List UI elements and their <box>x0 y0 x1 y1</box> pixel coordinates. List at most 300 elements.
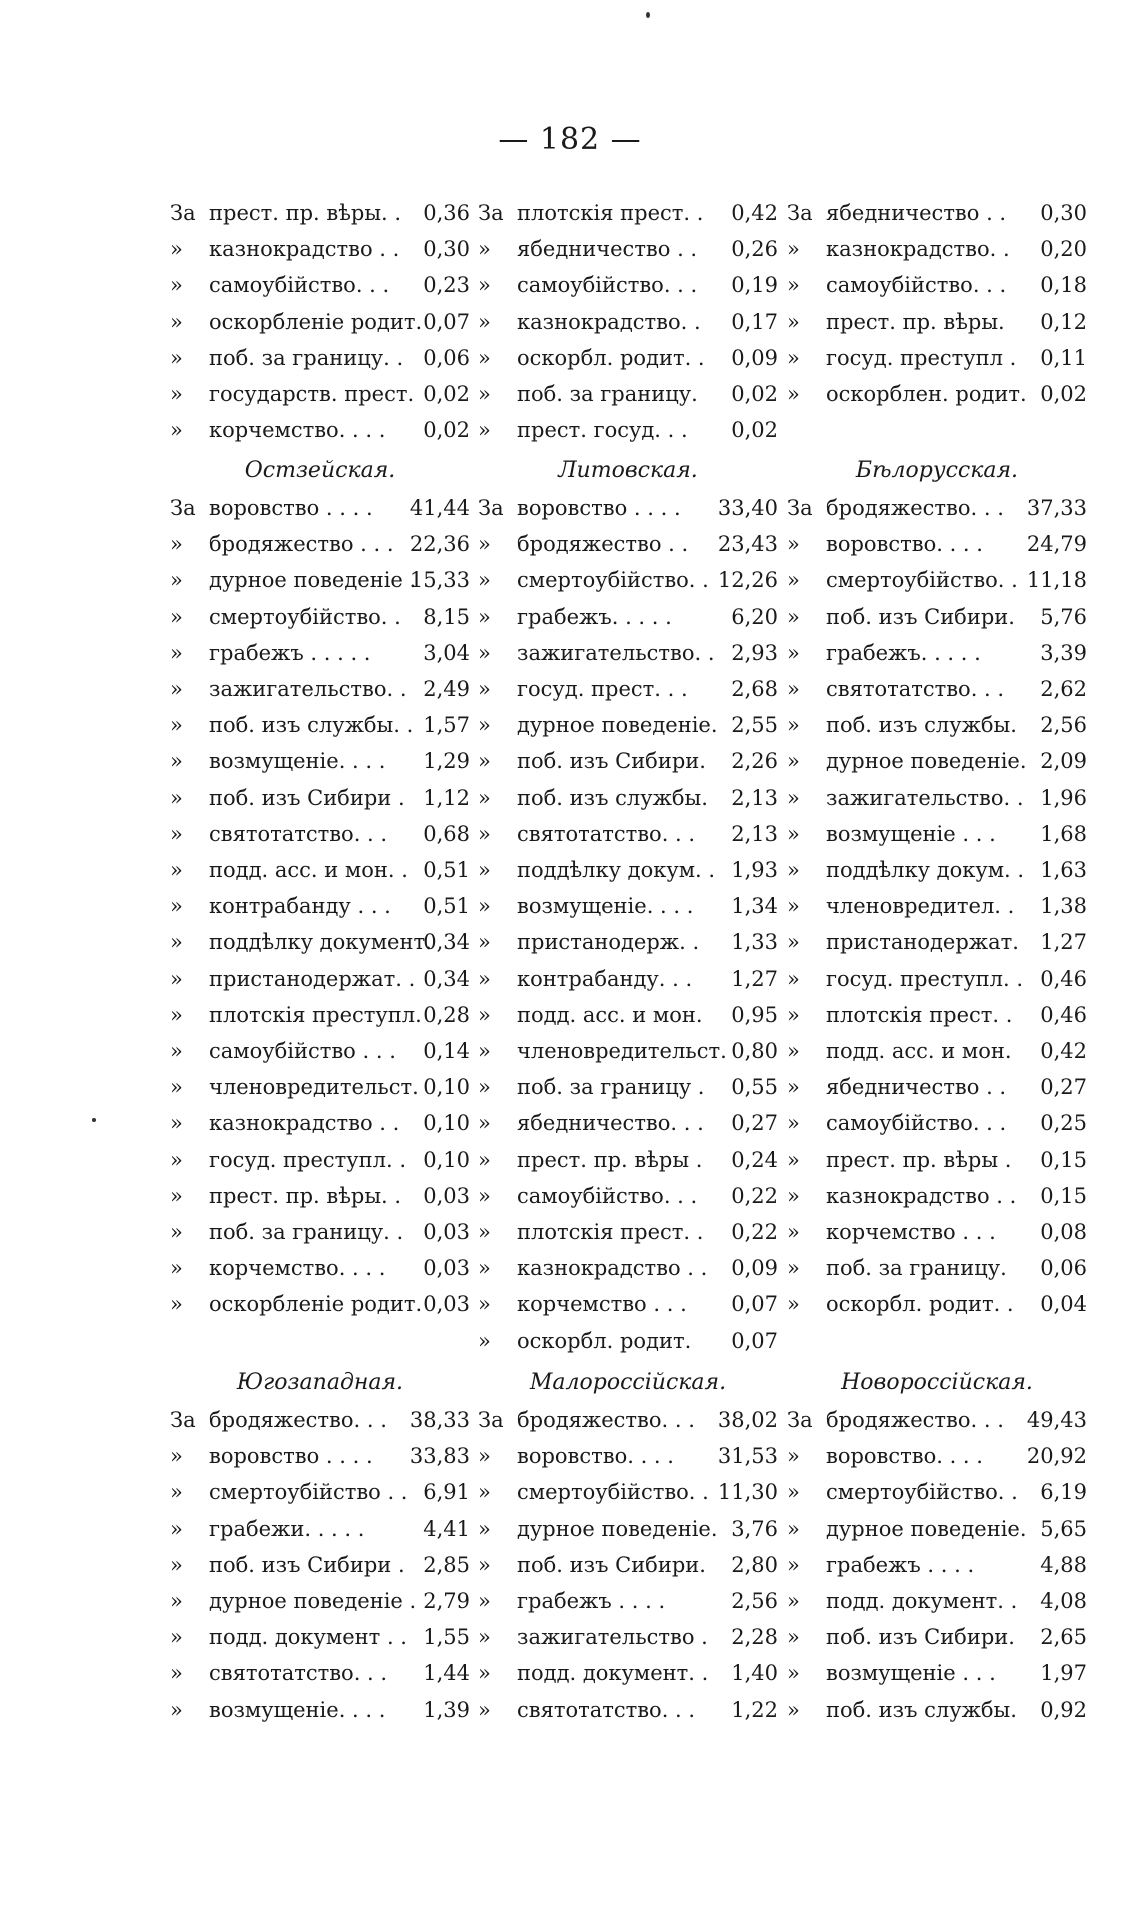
offense-label <box>787 1622 1015 1652</box>
offense-label <box>170 1514 364 1544</box>
percentage-value: 0,27 <box>731 1111 778 1136</box>
offense-label <box>170 1477 408 1507</box>
table-row <box>787 198 1087 228</box>
percentage-value: 1,27 <box>731 966 778 991</box>
offense-name: зажигательство. . <box>826 785 1024 810</box>
offense-name: казнокрадство . . <box>826 1183 1017 1208</box>
table-row <box>478 638 778 668</box>
table-row <box>787 234 1087 264</box>
row-prefix: » <box>170 713 183 738</box>
row-prefix: » <box>478 1589 491 1613</box>
offense-name: поб. за границу. <box>826 1256 1007 1281</box>
offense-label <box>478 1072 704 1102</box>
percentage-value: 24,79 <box>1026 532 1087 557</box>
row-prefix: » <box>478 1075 491 1100</box>
row-prefix: » <box>170 1444 183 1469</box>
offense-name: подд. документ. . <box>517 1661 709 1686</box>
percentage-value: 0,23 <box>423 273 470 298</box>
offense-name: смертоубійство. . <box>826 1480 1018 1505</box>
percentage-value: 1,38 <box>1040 894 1087 919</box>
percentage-value: 0,22 <box>731 1183 778 1208</box>
table-row <box>787 746 1087 776</box>
offense-label <box>170 891 391 921</box>
offense-label <box>478 1477 709 1507</box>
offense-name: членовредител. . <box>826 894 1015 919</box>
offense-label <box>787 819 996 849</box>
percentage-value: 0,34 <box>423 930 470 955</box>
row-prefix: » <box>170 1661 183 1686</box>
percentage-value: 0,28 <box>423 1002 470 1027</box>
row-prefix: » <box>787 382 800 406</box>
percentage-value: 2,56 <box>731 1589 778 1613</box>
offense-label <box>478 1658 708 1688</box>
offense-name: возмущеніе. . . . <box>517 894 694 919</box>
percentage-value: 1,34 <box>731 894 778 919</box>
row-prefix: » <box>478 568 491 593</box>
offense-name: святотатство. . . <box>209 1661 388 1686</box>
table-row <box>170 638 470 668</box>
offense-label <box>170 565 416 595</box>
table-row <box>787 1441 1087 1471</box>
table-row <box>787 710 1087 740</box>
table-row <box>787 529 1087 559</box>
table-row <box>787 1036 1087 1066</box>
percentage-value: 2,26 <box>731 749 778 774</box>
row-prefix: » <box>478 1516 491 1541</box>
row-prefix: » <box>787 1147 800 1172</box>
percentage-value: 1,63 <box>1040 858 1087 882</box>
offense-name: пристанодержат. <box>826 930 1019 955</box>
row-prefix: » <box>478 1183 491 1208</box>
row-prefix: » <box>787 345 800 370</box>
offense-name: поб. изъ Сибири . <box>209 785 405 810</box>
offense-name: оскорбл. родит. . <box>517 345 705 370</box>
table-row <box>478 234 778 264</box>
offense-label <box>170 270 389 300</box>
offense-label <box>787 783 1024 813</box>
offense-label <box>478 1217 703 1247</box>
offense-label <box>787 674 1004 704</box>
offense-label <box>478 1253 707 1283</box>
row-prefix: » <box>170 1625 183 1650</box>
offense-name: казнокрадство. . <box>826 237 1010 262</box>
offense-label <box>787 1477 1018 1507</box>
offense-name: зажигательство . <box>517 1625 708 1650</box>
row-prefix: » <box>170 1183 183 1208</box>
table-row <box>170 270 470 300</box>
offense-name: самоубійство. . . <box>517 1183 698 1208</box>
table-row <box>170 379 470 409</box>
offense-label <box>478 783 708 813</box>
table-row <box>478 1658 778 1688</box>
offense-label <box>478 1326 691 1356</box>
table-row <box>478 819 778 849</box>
offense-name: дурное поведеніе. <box>517 713 718 738</box>
row-prefix: » <box>170 858 183 882</box>
offense-name: бродяжество. . . <box>826 1408 1004 1432</box>
table-row <box>478 855 778 885</box>
offense-label <box>787 638 981 668</box>
row-prefix: » <box>787 1220 800 1244</box>
offense-name: поб. за границу. . <box>209 1220 404 1244</box>
table-row <box>170 1658 470 1688</box>
offense-label <box>478 415 688 445</box>
offense-label <box>478 1441 674 1471</box>
row-prefix: » <box>170 1552 183 1577</box>
percentage-value: 1,96 <box>1040 785 1087 810</box>
table-row <box>478 270 778 300</box>
offense-name: прест. пр. вѣры . <box>517 1147 703 1172</box>
table-row <box>787 1695 1087 1725</box>
percentage-value: 15,33 <box>409 568 470 593</box>
percentage-value: 1,22 <box>731 1697 778 1722</box>
offense-name: бродяжество . . <box>517 532 689 557</box>
percentage-value: 41,44 <box>409 496 470 520</box>
row-prefix: » <box>170 604 183 629</box>
region-heading: Новороссійская. <box>841 1370 1033 1395</box>
percentage-value: 2,13 <box>731 785 778 810</box>
offense-name: поб. за границу. . <box>209 345 404 370</box>
offense-label <box>170 415 385 445</box>
offense-name: грабежъ . . . . <box>517 1589 666 1613</box>
offense-name: членовредительст. <box>209 1075 419 1100</box>
percentage-value: 0,46 <box>1040 1002 1087 1027</box>
percentage-value: 2,65 <box>1040 1625 1087 1650</box>
row-prefix: » <box>478 345 491 370</box>
row-prefix: » <box>478 273 491 298</box>
row-prefix: » <box>787 1552 800 1577</box>
percentage-value: 0,10 <box>423 1111 470 1136</box>
percentage-value: 4,08 <box>1040 1589 1087 1613</box>
table-row <box>170 1253 470 1283</box>
offense-label <box>787 1181 1016 1211</box>
percentage-value: 0,07 <box>731 1328 778 1353</box>
table-row <box>478 343 778 373</box>
table-row <box>787 819 1087 849</box>
row-prefix: За <box>478 496 504 520</box>
offense-label <box>170 1181 401 1211</box>
table-row <box>170 565 470 595</box>
offense-name: воровство. . . . <box>517 1444 674 1469</box>
row-prefix: » <box>478 966 491 991</box>
row-prefix: » <box>170 894 183 919</box>
row-prefix: » <box>478 894 491 919</box>
row-prefix: » <box>170 1589 183 1613</box>
row-prefix: » <box>787 1075 800 1100</box>
offense-name: бродяжество. . . <box>517 1408 695 1432</box>
percentage-value: 1,27 <box>1040 930 1087 955</box>
offense-name: поб. изъ Сибири. <box>517 1552 706 1577</box>
row-prefix: » <box>787 1292 800 1317</box>
offense-label <box>170 1405 387 1435</box>
percentage-value: 8,15 <box>423 604 470 629</box>
percentage-value: 1,44 <box>423 1661 470 1686</box>
percentage-value: 0,08 <box>1040 1220 1087 1244</box>
table-row <box>478 198 778 228</box>
offense-label <box>478 891 693 921</box>
offense-name: бродяжество. . . <box>209 1408 387 1432</box>
offense-name: дурное поведеніе. <box>826 1516 1027 1541</box>
offense-label <box>170 1072 419 1102</box>
row-prefix: » <box>478 677 491 701</box>
table-row <box>787 1181 1087 1211</box>
offense-label <box>478 1000 703 1030</box>
table-row <box>170 602 470 632</box>
offense-name: воровство . . . . <box>209 1444 373 1469</box>
offense-name: поддѣлку документ. <box>209 930 432 955</box>
offense-name: дурное поведеніе. <box>517 1516 718 1541</box>
table-row <box>478 710 778 740</box>
table-row <box>787 1145 1087 1175</box>
offense-label <box>787 602 1015 632</box>
offense-label <box>787 1253 1007 1283</box>
row-prefix: » <box>787 713 800 738</box>
offense-label <box>787 1145 1011 1175</box>
table-row <box>170 1441 470 1471</box>
table-row <box>170 674 470 704</box>
offense-label <box>787 1072 1006 1102</box>
percentage-value: 0,34 <box>423 966 470 991</box>
offense-name: поб. изъ Сибири. <box>826 1625 1015 1650</box>
percentage-value: 2,93 <box>731 640 778 665</box>
percentage-value: 0,92 <box>1040 1697 1087 1722</box>
row-prefix: » <box>478 1292 491 1317</box>
table-row <box>787 1217 1087 1247</box>
offense-label <box>170 1108 399 1138</box>
table-row <box>787 783 1087 813</box>
row-prefix: » <box>478 640 491 665</box>
offense-name: плотскія прест. . <box>517 1220 704 1244</box>
row-prefix: » <box>170 785 183 810</box>
table-row <box>170 783 470 813</box>
row-prefix: » <box>478 1661 491 1686</box>
table-row <box>170 1550 470 1580</box>
offense-label <box>478 927 699 957</box>
offense-label <box>787 746 1027 776</box>
offense-label <box>787 1586 1017 1616</box>
offense-label <box>787 1695 1017 1725</box>
table-row <box>478 1036 778 1066</box>
offense-label <box>478 270 697 300</box>
table-row <box>478 529 778 559</box>
offense-label <box>170 1441 373 1471</box>
offense-name: госуд. преступл. . <box>209 1147 407 1172</box>
row-prefix: » <box>478 1552 491 1577</box>
offense-label <box>478 1622 708 1652</box>
page-number: — 182 — <box>498 122 642 157</box>
region-heading: Литовская. <box>558 458 698 483</box>
offense-label <box>787 1441 983 1471</box>
table-row <box>478 307 778 337</box>
table-row <box>478 1072 778 1102</box>
percentage-value: 0,15 <box>1040 1147 1087 1172</box>
table-row <box>787 927 1087 957</box>
offense-name: подд. асс. и мон. . <box>209 858 408 882</box>
row-prefix: » <box>478 1444 491 1469</box>
table-row <box>170 927 470 957</box>
table-row <box>170 1622 470 1652</box>
offense-name: самоубійство. . . <box>826 1111 1007 1136</box>
percentage-value: 5,76 <box>1040 604 1087 629</box>
row-prefix: » <box>170 1075 183 1100</box>
percentage-value: 0,09 <box>731 1256 778 1281</box>
offense-label <box>478 1695 695 1725</box>
table-row <box>170 343 470 373</box>
offense-name: оскорбленіе родит. <box>209 309 423 334</box>
offense-name: государств. прест. <box>209 382 415 406</box>
percentage-value: 0,03 <box>423 1256 470 1281</box>
percentage-value: 0,03 <box>423 1183 470 1208</box>
offense-name: поб. изъ Сибири. <box>826 604 1015 629</box>
row-prefix: » <box>478 1220 491 1244</box>
offense-label <box>787 529 983 559</box>
row-prefix: » <box>478 604 491 629</box>
offense-label <box>478 746 706 776</box>
offense-name: смертоубійство. . <box>517 568 709 593</box>
percentage-value: 2,68 <box>731 677 778 701</box>
offense-label <box>478 1514 718 1544</box>
offense-label <box>170 783 405 813</box>
row-prefix: » <box>787 1183 800 1208</box>
percentage-value: 0,06 <box>1040 1256 1087 1281</box>
row-prefix: » <box>787 1111 800 1136</box>
offense-label <box>170 1695 385 1725</box>
offense-label <box>787 1289 1014 1319</box>
percentage-value: 4,41 <box>423 1516 470 1541</box>
row-prefix: За <box>787 496 813 520</box>
offense-name: корчемство. . . . <box>209 1256 386 1281</box>
offense-label <box>170 1550 405 1580</box>
row-prefix: » <box>478 1256 491 1281</box>
table-row <box>787 1514 1087 1544</box>
offense-label <box>478 855 715 885</box>
table-row <box>478 1145 778 1175</box>
table-row <box>170 710 470 740</box>
percentage-value: 38,33 <box>409 1408 470 1432</box>
offense-name: госуд. преступл . <box>826 345 1017 370</box>
row-prefix: За <box>478 1408 504 1432</box>
offense-name: ябедничество. . . <box>517 1111 704 1136</box>
percentage-value: 33,83 <box>409 1444 470 1469</box>
offense-label <box>478 198 703 228</box>
percentage-value: 49,43 <box>1026 1408 1087 1432</box>
percentage-value: 20,92 <box>1026 1444 1087 1469</box>
offense-label <box>478 964 692 994</box>
offense-label <box>787 927 1019 957</box>
row-prefix: » <box>478 382 491 406</box>
offense-label <box>170 819 387 849</box>
row-prefix: » <box>170 1002 183 1027</box>
row-prefix: » <box>787 1480 800 1505</box>
row-prefix: » <box>787 532 800 557</box>
region-heading: Остзейская. <box>244 458 396 483</box>
table-row <box>787 855 1087 885</box>
row-prefix: » <box>170 930 183 955</box>
offense-name: воровство. . . . <box>826 532 983 557</box>
row-prefix: » <box>170 273 183 298</box>
table-row <box>787 891 1087 921</box>
row-prefix: » <box>478 418 491 443</box>
offense-label <box>170 1253 385 1283</box>
offense-name: казнокрадство . . <box>517 1256 708 1281</box>
row-prefix: » <box>787 1589 800 1613</box>
row-prefix: » <box>787 677 800 701</box>
offense-label <box>478 710 718 740</box>
row-prefix: » <box>170 1256 183 1281</box>
percentage-value: 1,33 <box>731 930 778 955</box>
table-row <box>170 529 470 559</box>
top-ink-speck <box>646 12 650 18</box>
table-row <box>478 1514 778 1544</box>
percentage-value: 6,91 <box>423 1480 470 1505</box>
percentage-value: 3,39 <box>1040 640 1087 665</box>
row-prefix: » <box>170 382 183 406</box>
row-prefix: » <box>787 930 800 955</box>
offense-label <box>787 379 1027 409</box>
percentage-value: 4,88 <box>1040 1552 1087 1577</box>
table-row <box>787 270 1087 300</box>
percentage-value: 0,80 <box>731 1039 778 1063</box>
offense-label <box>787 198 1006 228</box>
row-prefix: » <box>478 1147 491 1172</box>
percentage-value: 0,55 <box>731 1075 778 1100</box>
table-row <box>478 1181 778 1211</box>
table-row <box>170 1181 470 1211</box>
offense-label <box>170 1000 422 1030</box>
row-prefix: » <box>170 345 183 370</box>
offense-label <box>478 565 709 595</box>
offense-label <box>478 343 705 373</box>
offense-label <box>787 1217 996 1247</box>
offense-name: зажигательство. . <box>517 640 715 665</box>
percentage-value: 0,11 <box>1040 345 1087 370</box>
offense-label <box>787 565 1018 595</box>
row-prefix: » <box>170 1220 183 1244</box>
percentage-value: 0,12 <box>1040 309 1087 334</box>
percentage-value: 0,02 <box>423 418 470 443</box>
percentage-value: 2,79 <box>423 1589 470 1613</box>
row-prefix: » <box>170 1480 183 1505</box>
table-row <box>478 1550 778 1580</box>
table-row <box>170 891 470 921</box>
table-row <box>170 1217 470 1247</box>
offense-label <box>478 234 697 264</box>
offense-name: смертоубійство. . <box>209 604 401 629</box>
table-row <box>478 1695 778 1725</box>
offense-name: смертоубійство . . <box>209 1480 408 1505</box>
offense-name: дурное поведеніе. <box>826 749 1027 774</box>
table-row <box>478 1326 778 1356</box>
offense-name: госуд. прест. . . <box>517 677 688 701</box>
percentage-value: 2,49 <box>423 677 470 701</box>
offense-label <box>170 379 414 409</box>
offense-name: возмущеніе. . . . <box>209 1697 386 1722</box>
offense-label <box>170 710 413 740</box>
table-row <box>787 1477 1087 1507</box>
percentage-value: 2,28 <box>731 1625 778 1650</box>
table-row <box>170 234 470 264</box>
offense-name: прест. пр. вѣры. . <box>209 1183 402 1208</box>
percentage-value: 0,07 <box>731 1292 778 1317</box>
offense-name: плотскія прест. . <box>826 1002 1013 1027</box>
row-prefix: » <box>478 1625 491 1650</box>
table-row <box>478 746 778 776</box>
percentage-value: 6,20 <box>731 604 778 629</box>
table-row <box>478 415 778 445</box>
table-row <box>787 1586 1087 1616</box>
percentage-value: 0,03 <box>423 1220 470 1244</box>
percentage-value: 0,46 <box>1040 966 1087 991</box>
